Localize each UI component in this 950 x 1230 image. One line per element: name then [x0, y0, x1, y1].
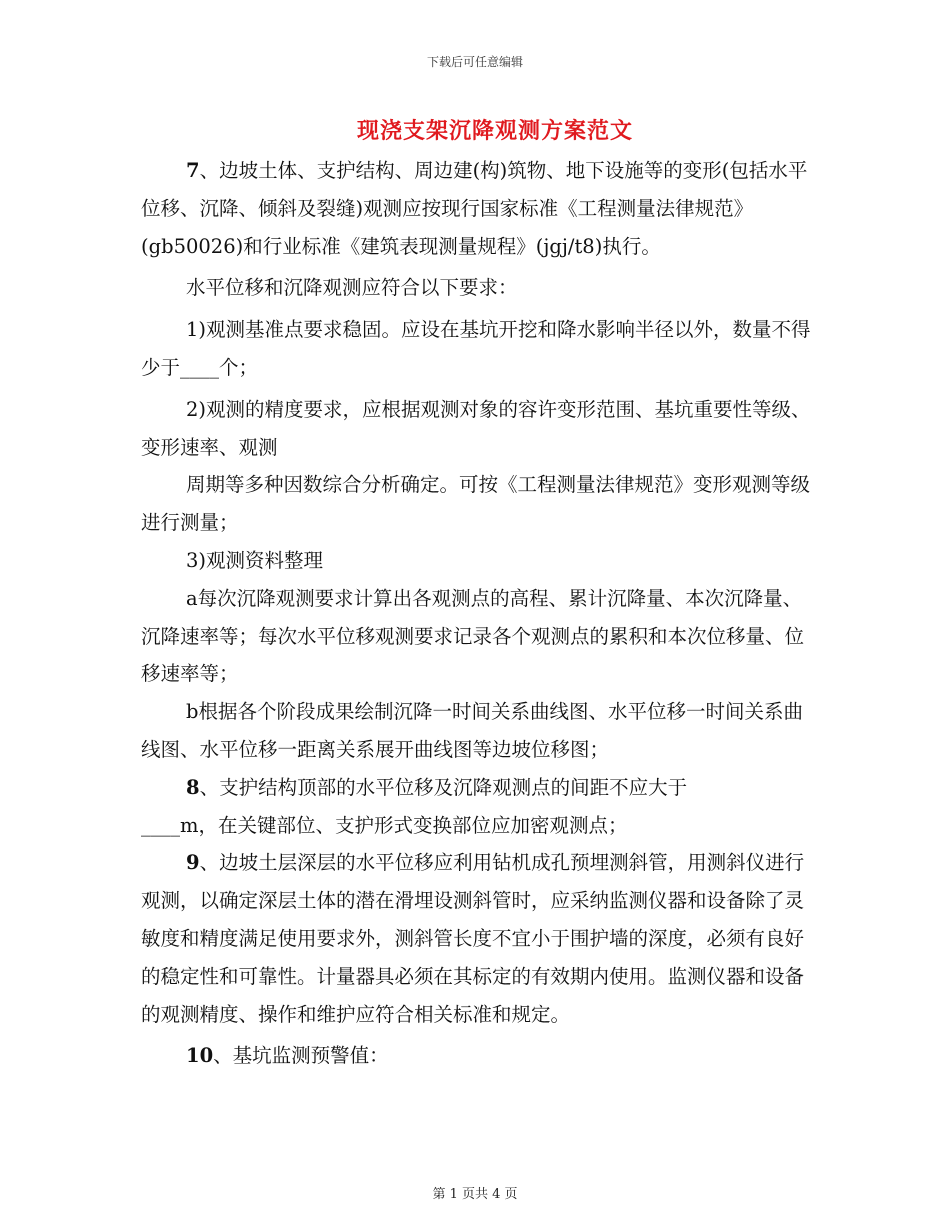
- paragraph-number: 10: [186, 1044, 214, 1068]
- paragraph-10: [141, 1037, 813, 1075]
- paragraph-number: 8: [186, 775, 200, 799]
- requirement-3b: b根据各个阶段成果绘制沉降一时间关系曲线图、水平位移一时间关系曲线图、水平位移一距离关系展开曲线图等边坡位移图；: [141, 700, 803, 761]
- paragraph-number: 7: [186, 159, 200, 182]
- paragraph-text: 、边坡土体、支护结构、周边建(构)筑物、地下设施等的变形(包括水平位移、沉降、倾斜及裂缝)观测应按现行国家标准《工程测量法律规范》(gb50026)和行业标准《建筑表现测量规程》(jgj/t8)执行。: [141, 159, 808, 258]
- paragraph-9: [141, 844, 813, 1033]
- document-title: 现浇支架沉降观测方案范文: [356, 118, 633, 144]
- paragraph-text: 、支护结构顶部的水平位移及沉降观测点的间距不应大于: [199, 775, 688, 799]
- paragraph-text: 、边坡土层深层的水平位移应利用钻机成孔预埋测斜管，用测斜仪进行观测，以确定深层土体的潜在滑埋设测斜管时，应采纳监测仪器和设备除了灵敏度和精度满足使用要求外，测斜管长度不宜小于围护墙的深度，必须有良好的稳定性和可靠性。计量器具必须在其标定的有效期内使用。监测仪器和设备的观测精度、操作和维护应符合相关标准和规定。: [141, 851, 805, 1026]
- paragraph-8-continued: ____m，在关键部位、支护形式变换部位应加密观测点；: [141, 813, 628, 837]
- requirement-2: 2)观测的精度要求，应根据观测对象的容许变形范围、基坑重要性等级、变形速率、观测: [141, 397, 811, 459]
- requirement-3a: a每次沉降观测要求计算出各观测点的高程、累计沉降量、本次沉降量、沉降速率等；每次水平位移观测要求记录各个观测点的累积和本次位移量、位移速率等；: [141, 586, 805, 686]
- page-footer: 第 1 页共 4 页: [432, 1187, 518, 1202]
- paragraph-text: 、基坑监测预警值：: [213, 1044, 389, 1068]
- requirement-1: 1)观测基准点要求稳固。应设在基坑开挖和降水影响半径以外，数量不得少于____个；: [141, 318, 811, 379]
- requirements-intro: 水平位移和沉降观测应符合以下要求：: [186, 276, 518, 300]
- paragraph-8: [141, 769, 813, 807]
- page-header-note: 下载后可任意编辑: [426, 55, 523, 69]
- document-body: [141, 152, 813, 1075]
- paragraph-7: [141, 152, 813, 265]
- requirement-3: 3)观测资料整理: [186, 548, 324, 572]
- requirement-2-continued: 周期等多种因数综合分析确定。可按《工程测量法律规范》变形观测等级进行测量；: [141, 473, 811, 535]
- paragraph-number: 9: [186, 851, 200, 875]
